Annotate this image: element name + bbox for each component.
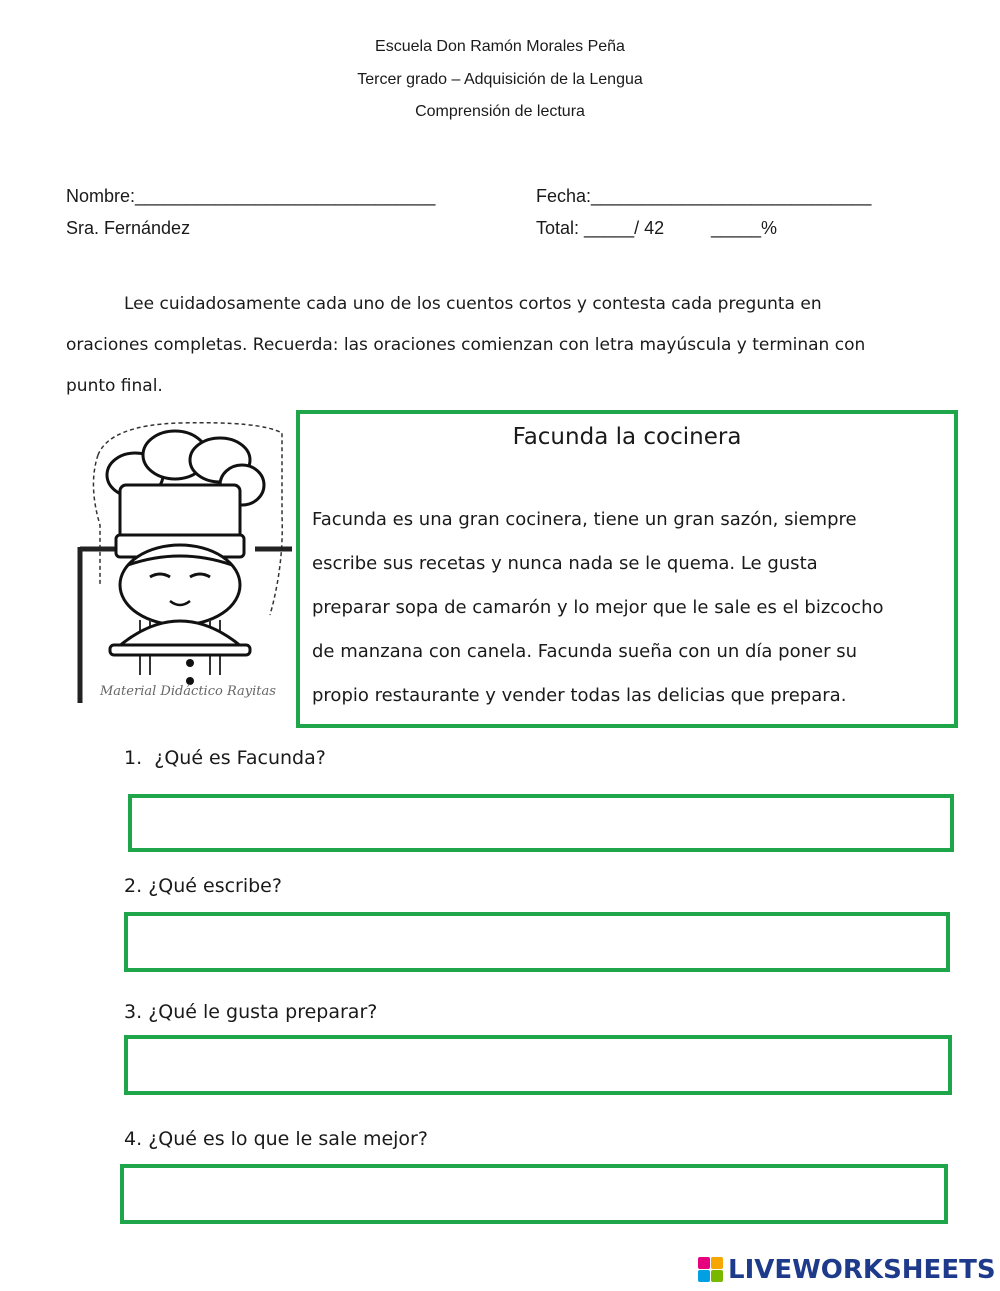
liveworksheets-logo-text: LIVEWORKSHEETS xyxy=(728,1255,996,1285)
question-text: ¿Qué es Facunda? xyxy=(154,747,326,769)
chef-illustration xyxy=(70,415,295,705)
illustration-caption: Material Didáctico Rayitas xyxy=(100,684,276,699)
worksheet-title: Comprensión de lectura xyxy=(415,103,585,120)
school-name: Escuela Don Ramón Morales Peña xyxy=(375,38,625,55)
instructions xyxy=(66,284,946,407)
question-1 xyxy=(124,747,326,769)
grade-subject: Tercer grado – Adquisición de la Lengua xyxy=(357,71,643,88)
date-field-label: Fecha:____________________________ xyxy=(536,186,872,206)
question-4 xyxy=(124,1128,428,1150)
story-line: de manzana con canela. Facunda sueña con un día poner su xyxy=(312,641,857,662)
question-text: ¿Qué es lo que le sale mejor? xyxy=(148,1128,428,1150)
story-line: preparar sopa de camarón y lo mejor que le sale es el bizcocho xyxy=(312,597,884,618)
story-title: Facunda la cocinera xyxy=(512,424,742,450)
question-3 xyxy=(124,1001,377,1023)
question-number: 1. xyxy=(124,747,143,769)
question-number: 3. xyxy=(124,1001,143,1023)
question-2 xyxy=(124,875,282,897)
name-field-label: Nombre:______________________________ xyxy=(66,186,436,206)
question-text: ¿Qué escribe? xyxy=(148,875,282,897)
percent-label: _____% xyxy=(711,218,778,238)
answer-box-3[interactable] xyxy=(124,1035,952,1095)
liveworksheets-logo-icon xyxy=(698,1257,724,1283)
answer-box-2[interactable] xyxy=(124,912,950,972)
answer-box-1[interactable] xyxy=(128,794,954,852)
question-number: 2. xyxy=(124,875,143,897)
teacher-name: Sra. Fernández xyxy=(66,218,191,238)
answer-box-4[interactable] xyxy=(120,1164,948,1224)
story-line: Facunda es una gran cocinera, tiene un gran sazón, siempre xyxy=(312,509,857,530)
story-line: propio restaurante y vender todas las delicias que prepara. xyxy=(312,685,847,706)
story-line: escribe sus recetas y nunca nada se le quema. Le gusta xyxy=(312,553,818,574)
instructions-line-1: Lee cuidadosamente cada uno de los cuentos cortos y contesta cada pregunta en xyxy=(124,294,822,314)
liveworksheets-logo[interactable] xyxy=(698,1253,996,1287)
question-text: ¿Qué le gusta preparar? xyxy=(148,1001,378,1023)
total-score-label: Total: _____/ 42 xyxy=(536,218,665,238)
instructions-line-3: punto final. xyxy=(66,376,163,396)
question-number: 4. xyxy=(124,1128,143,1150)
instructions-line-2: oraciones completas. Recuerda: las oraciones comienzan con letra mayúscula y terminan con xyxy=(66,335,866,355)
